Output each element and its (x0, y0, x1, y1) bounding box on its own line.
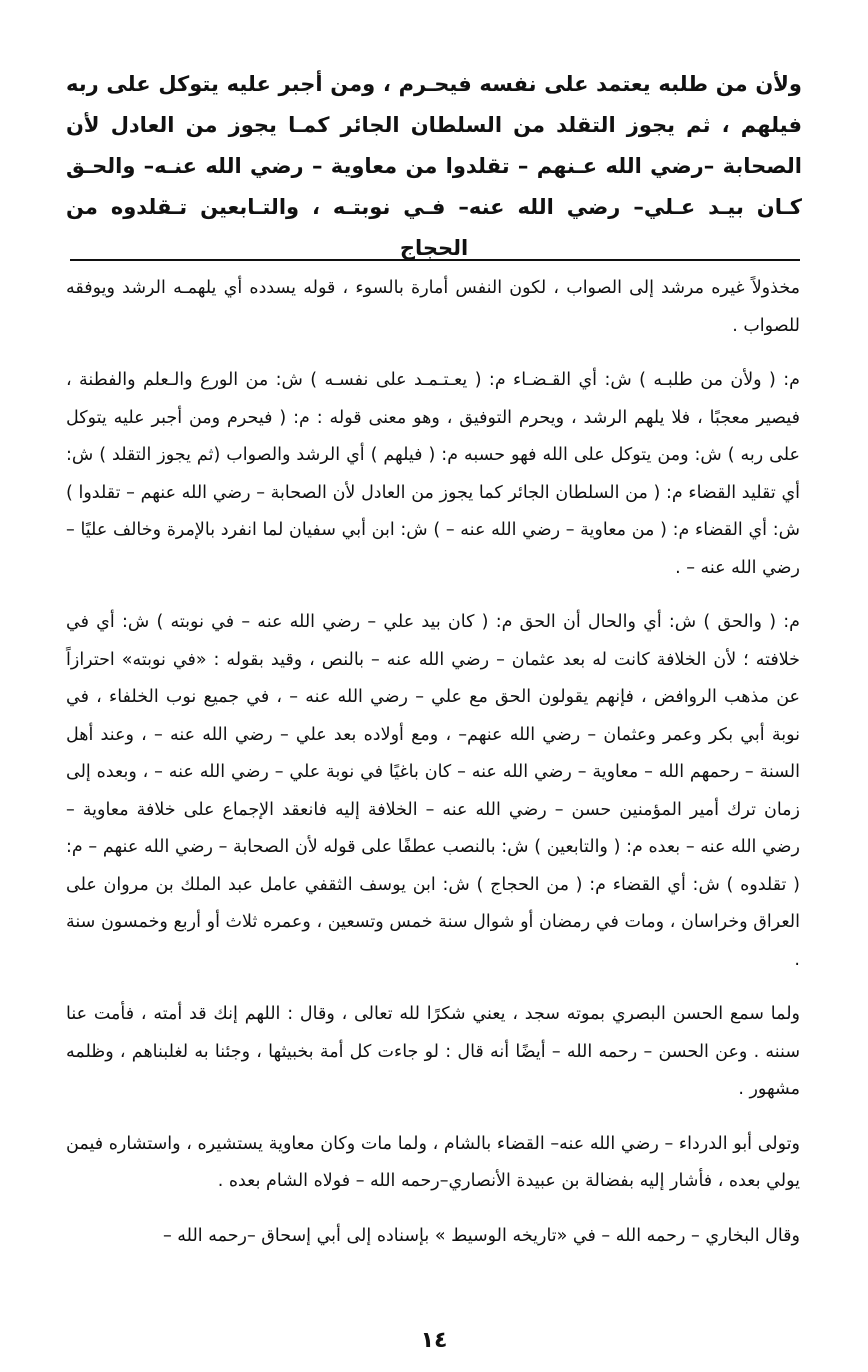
commentary-paragraph-5: وتولى أبو الدرداء – رضي الله عنه– القضاء بالشام ، ولما مات وكان معاوية يستشيره ، واستشاره فيمن يولي بعده ، فأشار إليه بفضالة بن عبيدة الأنصاري–رحمه الله – فولاه الشام بعده . (66, 1133, 800, 1191)
page-number: ١٤ (420, 1328, 448, 1353)
footnote-divider (70, 259, 800, 261)
main-text-block: ولأن من طلبه يعتمد على نفسه فيحـرم ، ومن أجبر عليه يتوكل على ربه فيلهم ، ثم يجوز التقلد من السلطان الجائر كمـا يجوز من العادل لأن الصحابة –رضي الله عـنهم – تقلدوا من معاوية – رضي الله عنـه– والحـق كـان بيـد عـلي– رضي الله عنه– فـي نوبتـه ، والتـابعين تـقلدوه من الحجاج (66, 72, 802, 260)
commentary-paragraph-1: مخذولاً غيره مرشد إلى الصواب ، لكون النفس أمارة بالسوء ، قوله يسدده أي يلهمـه الرشد ويوفقه للصواب . (66, 278, 800, 336)
commentary-paragraph-3: م: ( والحق ) ش: أي والحال أن الحق م: ( كان بيد علي – رضي الله عنه – في نوبته ) ش: أي في خلافته ؛ لأن الخلافة كانت له بعد عثمان – رضي الله عنه – بالنص ، وقيد بقوله : «في نوبته» احترازاً عن مذهب الروافض ، فإنهم يقولون الحق مع علي – رضي الله عنه – ، في جميع نوب الخلفاء ، في نوبة أبي بكر وعمر وعثمان – رضي الله عنهم– ، ومع أولاده بعد علي – رضي الله عنه – ، وعند أهل السنة – رحمهم الله – معاوية – رضي الله عنه – كان باغيًا في نوبة علي – رضي الله عنه – ، وبعده إلى زمان ترك أمير المؤمنين حسن – رضي الله عنه – الخلافة إليه فانعقد الإجماع على خلافة معاوية – رضي الله عنه – بعده م: ( والتابعين ) ش: بالنصب عطفًا على قوله لأن الصحابة – رضي الله عنهم – م: ( تقلدوه ) ش: أي القضاء م: ( من الحجاج ) ش: ابن يوسف الثقفي عامل عبد الملك بن مروان على العراق وخراسان ، ومات في رمضان أو شوال سنة خمس وتسعين ، وعمره ثلاث أو أربع وخمسون سنة . (66, 612, 800, 970)
commentary-block (66, 270, 800, 1255)
commentary-paragraph-2: م: ( ولأن من طلبـه ) ش: أي القـضـاء م: ( يعـتـمـد على نفسـه ) ش: من الورع والـعلم والفطنة ، فيصير معجبًا ، فلا يلهم الرشد ، ويحرم التوفيق ، وهو معنى قوله : م: ( فيحرم ومن أجبر عليه يتوكل على ربه ) ش: ومن يتوكل على الله فهو حسبه م: ( فيلهم ) أي الرشد والصواب (ثم يجوز التقلد ) ش: أي تقليد القضاء م: ( من السلطان الجائر كما يجوز من العادل لأن الصحابة – رضي الله عنهم – تقلدوا ) ش: أي القضاء م: ( من معاوية – رضي الله عنه – ) ش: ابن أبي سفيان لما انفرد بالإمرة وخالف عليًا – رضي الله عنه – . (66, 370, 800, 578)
commentary-paragraph-4: ولما سمع الحسن البصري بموته سجد ، يعني شكرًا لله تعالى ، وقال : اللهم إنك قد أمته ، فأمت عنا سننه . وعن الحسن – رحمه الله – أيضًا أنه قال : لو جاءت كل أمة بخبيثها ، وجئنا به لغلبناهم ، وظلمه مشهور . (66, 1004, 800, 1099)
commentary-paragraph-6: وقال البخاري – رحمه الله – في «تاريخه الوسيط » بإسناده إلى أبي إسحاق –رحمه الله – (162, 1225, 800, 1246)
